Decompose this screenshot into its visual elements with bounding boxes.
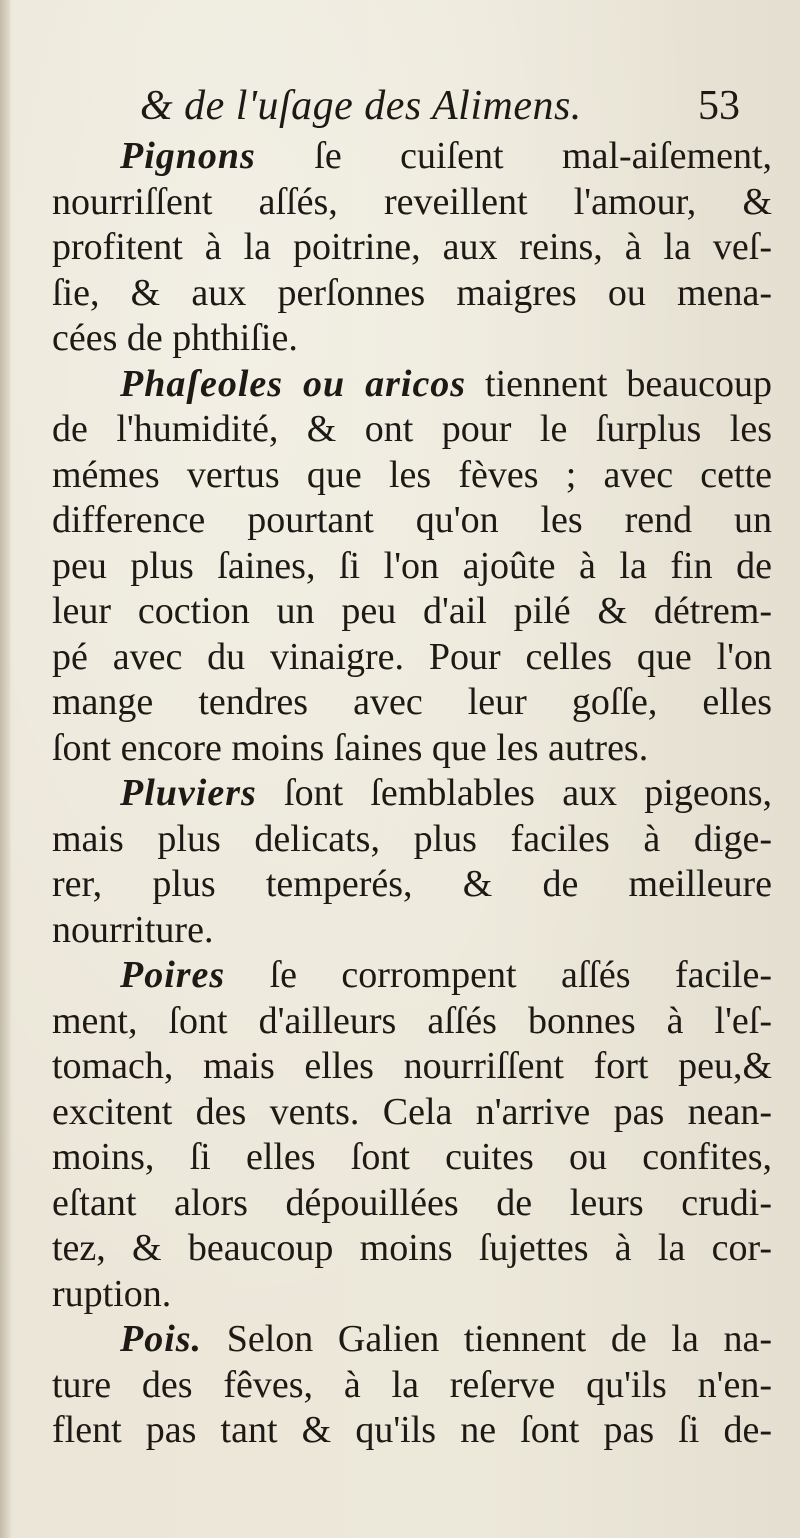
text-line — [52, 1044, 772, 1090]
text-line — [52, 1226, 772, 1272]
line-text: difference pourtant qu'on les rend un — [52, 499, 772, 541]
page-header — [140, 76, 740, 136]
entry-headword: Pluviers — [120, 772, 257, 814]
line-text: ſe corrompent aſſés facile- — [225, 954, 772, 996]
text-line — [52, 908, 772, 954]
text-line — [52, 316, 772, 362]
text-line — [52, 1135, 772, 1181]
text-line — [52, 680, 772, 726]
text-line — [52, 134, 772, 180]
line-text: leur coction un peu d'ail pilé & détrem- — [52, 590, 772, 632]
line-text: flent pas tant & qu'ils ne ſont pas ſi de- — [52, 1409, 772, 1451]
text-line — [52, 453, 772, 499]
entry-headword: Pignons — [120, 135, 256, 177]
text-line — [52, 225, 772, 271]
line-text: cées de phthiſie. — [52, 317, 298, 359]
running-head: & de l'uſage des Alimens. — [140, 83, 582, 129]
line-text: peu plus ſaines, ſi l'on ajoûte à la fin de — [52, 544, 772, 587]
body-text — [52, 134, 772, 1454]
text-line — [52, 1090, 772, 1136]
line-text: moins, ſi elles ſont cuites ou confites, — [52, 1136, 772, 1178]
text-line — [52, 953, 772, 999]
text-line — [52, 862, 772, 908]
text-line — [52, 544, 772, 590]
text-line — [52, 362, 772, 408]
text-line — [52, 589, 772, 635]
text-line — [52, 180, 772, 226]
text-line — [52, 407, 772, 453]
line-text: excitent des vents. Cela n'arrive pas nean- — [52, 1090, 772, 1133]
line-text: tiennent beaucoup — [466, 362, 772, 405]
text-line — [52, 726, 772, 772]
line-text: ſe cuiſent mal-aiſement, — [255, 135, 772, 177]
text-line — [52, 817, 772, 863]
line-text: nourriſſent aſſés, reveillent l'amour, & — [52, 180, 772, 223]
line-text: rer, plus temperés, & de meilleure — [52, 863, 772, 905]
line-text: tez, & beaucoup moins ſujettes à la cor- — [52, 1227, 772, 1269]
line-text: de l'humidité, & ont pour le ſurplus les — [52, 408, 772, 450]
page-number: 53 — [698, 83, 740, 129]
entry-headword: Pois. — [120, 1318, 203, 1360]
line-text: tomach, mais elles nourriſſent fort peu,& — [52, 1045, 772, 1087]
page-gutter — [0, 0, 10, 1538]
line-text: ment, ſont d'ailleurs aſſés bonnes à l'eſ- — [52, 999, 772, 1042]
text-line — [52, 271, 772, 317]
line-text: profitent à la poitrine, aux reins, à la veſ- — [52, 226, 772, 268]
text-line — [52, 1408, 772, 1454]
line-text: eſtant alors dépouillées de leurs crudi- — [52, 1181, 772, 1224]
text-line — [52, 635, 772, 681]
line-text: pé avec du vinaigre. Pour celles que l'on — [52, 635, 772, 678]
text-line — [52, 1317, 772, 1363]
text-line — [52, 1272, 772, 1318]
text-line — [52, 1181, 772, 1227]
line-text: ſont encore moins ſaines que les autres. — [52, 726, 649, 769]
entry-headword: Phaſeoles ou aricos — [120, 362, 467, 405]
line-text: ſont ſemblables aux pigeons, — [256, 772, 772, 814]
text-line — [52, 498, 772, 544]
text-line — [52, 999, 772, 1045]
line-text: mange tendres avec leur goſſe, elles — [52, 681, 772, 723]
line-text: Selon Galien tiennent de la na- — [202, 1318, 772, 1360]
text-line — [52, 1363, 772, 1409]
entry-headword: Poires — [120, 954, 226, 996]
line-text: mémes vertus que les fèves ; avec cette — [52, 453, 772, 496]
line-text: mais plus delicats, plus faciles à dige- — [52, 817, 772, 860]
line-text: ſie, & aux perſonnes maigres ou mena- — [52, 271, 772, 314]
line-text: ruption. — [52, 1272, 172, 1315]
text-line — [52, 771, 772, 817]
line-text: nourriture. — [52, 908, 214, 951]
line-text: ture des fêves, à la reſerve qu'ils n'en- — [52, 1363, 772, 1406]
